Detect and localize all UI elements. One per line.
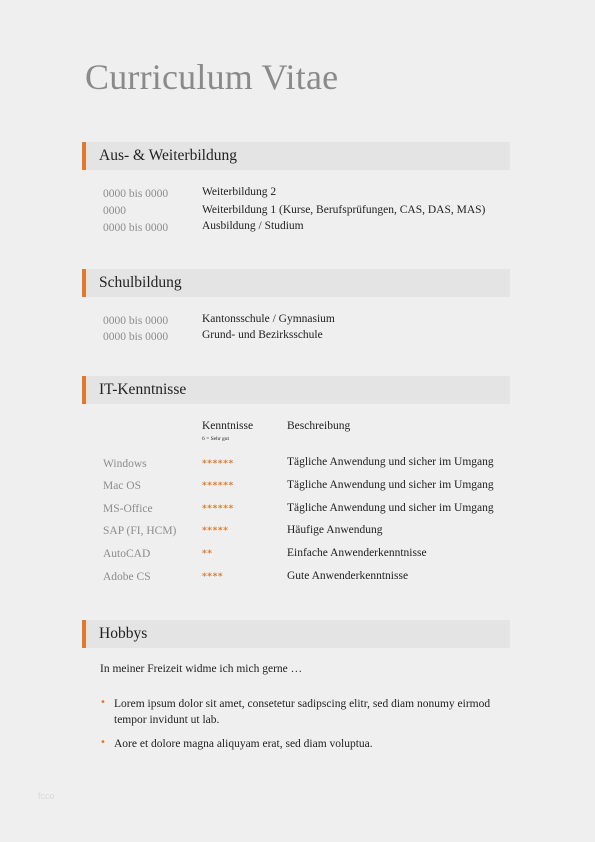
skill-rating: ****** bbox=[202, 504, 234, 514]
skill-rating: ***** bbox=[202, 526, 229, 536]
hobby-item bbox=[114, 696, 514, 728]
skill-name: Adobe CS bbox=[103, 571, 151, 583]
skill-desc: Gute Anwenderkenntnisse bbox=[287, 570, 409, 582]
skill-rating: **** bbox=[202, 572, 224, 582]
accent-bar bbox=[82, 620, 86, 648]
hobby-item-line: Lorem ipsum dolor sit amet, consetetur sadipscing elitr, sed diam nonumy eirmod bbox=[114, 698, 491, 710]
skill-desc: Einfache Anwenderkenntnisse bbox=[287, 547, 427, 559]
education-date: 0000 bis 0000 bbox=[103, 188, 169, 200]
section-title: IT-Kenntnisse bbox=[99, 381, 187, 398]
page-title: Curriculum Vitae bbox=[85, 57, 339, 97]
skill-desc: Häufige Anwendung bbox=[287, 524, 383, 536]
hobby-item bbox=[114, 736, 514, 752]
column-subheader-scale: 6 = Sehr gut bbox=[202, 436, 230, 442]
bullet-icon: • bbox=[100, 737, 106, 748]
education-desc: Ausbildung / Studium bbox=[202, 220, 304, 232]
education-desc: Weiterbildung 1 (Kurse, Berufsprüfungen, CAS, DAS, MAS) bbox=[202, 204, 486, 216]
skill-rating: ****** bbox=[202, 459, 234, 469]
hobbies-intro: In meiner Freizeit widme ich mich gerne … bbox=[100, 663, 303, 675]
skill-name: SAP (FI, HCM) bbox=[103, 525, 177, 537]
section-title: Hobbys bbox=[99, 625, 148, 642]
skill-rating: ** bbox=[202, 549, 213, 559]
column-header-description: Beschreibung bbox=[287, 420, 351, 432]
bullet-icon: • bbox=[100, 697, 106, 708]
skill-name: Windows bbox=[103, 458, 147, 470]
section-heading-it bbox=[82, 376, 510, 404]
accent-bar bbox=[82, 376, 86, 404]
school-date: 0000 bis 0000 bbox=[103, 331, 169, 343]
skill-name: Mac OS bbox=[103, 480, 142, 492]
skill-rating: ****** bbox=[202, 481, 234, 491]
accent-bar bbox=[82, 142, 86, 170]
section-title: Schulbildung bbox=[99, 274, 182, 291]
section-title: Aus- & Weiterbildung bbox=[99, 147, 237, 164]
skill-desc: Tägliche Anwendung und sicher im Umgang bbox=[287, 479, 494, 491]
section-heading-hobbies bbox=[82, 620, 510, 648]
section-heading-education bbox=[82, 142, 510, 170]
column-header-knowledge: Kenntnisse bbox=[202, 420, 254, 432]
school-desc: Kantonsschule / Gymnasium bbox=[202, 313, 335, 325]
hobby-item-line: tempor invidunt ut lab. bbox=[114, 714, 220, 726]
skill-desc: Tägliche Anwendung und sicher im Umgang bbox=[287, 502, 494, 514]
education-date: 0000 bis 0000 bbox=[103, 222, 169, 234]
school-desc: Grund- und Bezirksschule bbox=[202, 329, 323, 341]
footer-watermark: fcco bbox=[38, 791, 55, 801]
skill-name: MS-Office bbox=[103, 503, 153, 515]
school-date: 0000 bis 0000 bbox=[103, 315, 169, 327]
skill-desc: Tägliche Anwendung und sicher im Umgang bbox=[287, 456, 494, 468]
education-desc: Weiterbildung 2 bbox=[202, 186, 277, 198]
section-heading-school bbox=[82, 269, 510, 297]
accent-bar bbox=[82, 269, 86, 297]
education-date: 0000 bbox=[103, 205, 126, 217]
skill-name: AutoCAD bbox=[103, 548, 151, 560]
hobby-item-line: Aore et dolore magna aliquyam erat, sed diam voluptua. bbox=[114, 738, 373, 750]
